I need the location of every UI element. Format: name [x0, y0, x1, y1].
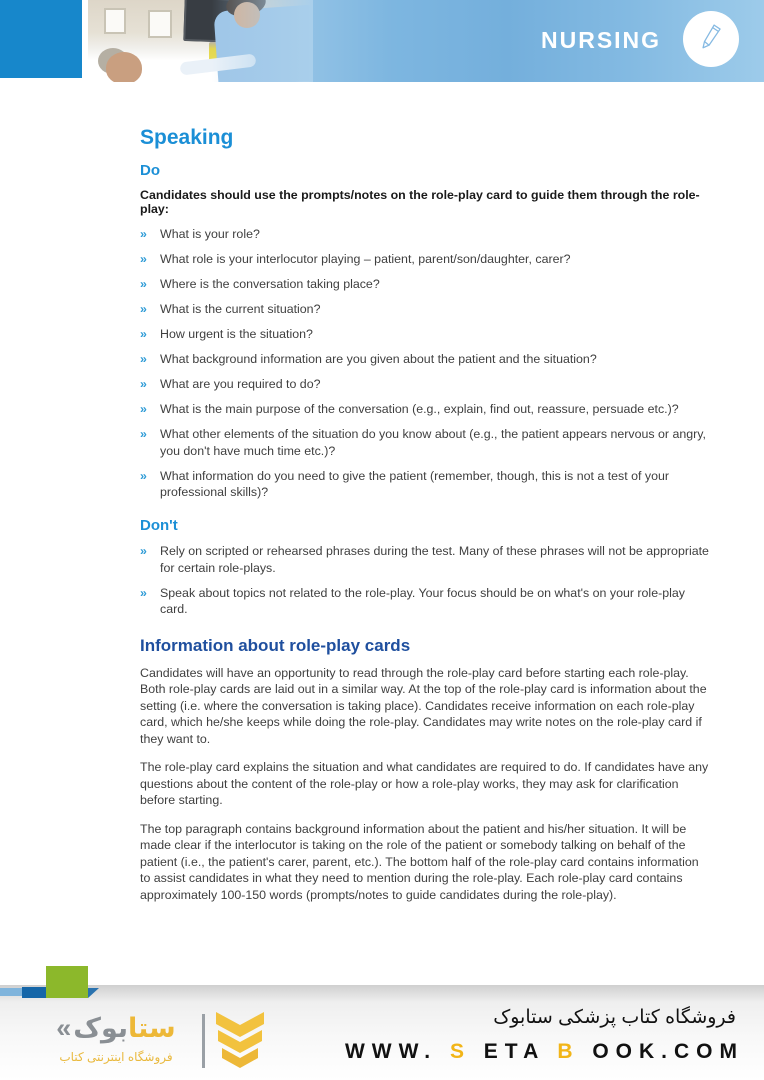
list-item [140, 326, 712, 343]
photo-patient-hair [98, 48, 128, 74]
do-heading: Do [140, 162, 160, 179]
store-name-farsi: فروشگاه کتاب پزشکی ستابوک [493, 1007, 736, 1028]
photo-nurse-scrubs [213, 5, 313, 82]
pencil-icon [694, 20, 728, 59]
bullet-icon: » [140, 327, 147, 341]
do-intro-text: Candidates should use the prompts/notes on the role-play card to guide them through the role-play: [140, 188, 700, 216]
logo-divider [202, 1014, 205, 1068]
bullet-icon: » [140, 544, 147, 558]
list-item-text: Where is the conversation taking place? [160, 277, 380, 291]
list-item [140, 585, 712, 618]
photo-nurse-arm [179, 53, 256, 75]
photo-bed [88, 72, 248, 82]
photo-equipment-pole [209, 42, 221, 70]
list-item-text: What is the current situation? [160, 302, 321, 316]
list-item-text: What are you required to do? [160, 377, 321, 391]
bullet-icon: » [140, 427, 147, 441]
url-segment: ETA [483, 1040, 545, 1063]
list-item [140, 376, 712, 393]
list-item-text: What role is your interlocutor playing – patient, parent/son/daughter, carer? [160, 252, 571, 266]
list-item-text: Rely on scripted or rehearsed phrases during the test. Many of these phrases will not be appropriate for certain role-plays. [160, 544, 709, 575]
list-item-text: What background information are you given about the patient and the situation? [160, 352, 597, 366]
deco-green-square [46, 966, 88, 998]
bullet-icon: » [140, 468, 147, 483]
list-item [140, 351, 712, 368]
nurse-patient-photo [88, 0, 313, 82]
bullet-icon: » [140, 585, 147, 600]
photo-nurse-hair [224, 0, 268, 20]
url-segment: B [557, 1040, 580, 1063]
bullet-icon: » [140, 227, 147, 241]
dont-list [140, 543, 712, 618]
bullet-icon: » [140, 252, 147, 266]
bullet-icon: » [140, 377, 147, 391]
deco-light-blue-strip [0, 988, 22, 996]
body-paragraph: The top paragraph contains background information about the patient and his/her situation. It will be made clear if the interlocutor is taking on the role of the patient or somebody talking on behalf of the patient (i.e., the patient's carer, parent, etc.). The bottom half of the role-play card contains information to assist candidates in what they need to mention during the role-play. Each role-play card contains approximately 100-150 words (prompts/notes to guide candidates during the role-play). [140, 821, 699, 902]
list-item [140, 468, 712, 501]
header-left-accent-block [0, 0, 82, 78]
bullet-icon: » [140, 277, 147, 291]
bullet-icon: » [140, 352, 147, 366]
list-item [140, 426, 712, 459]
deco-dark-blue-strip [22, 987, 46, 998]
photo-wall-frame [148, 10, 172, 38]
photo-monitor [183, 0, 248, 43]
wordmark-yellow-part: ستا [128, 1012, 176, 1043]
setabook-logo [36, 1008, 268, 1076]
list-item-text: What is the main purpose of the conversation (e.g., explain, find out, reassure, persuade etc.)? [160, 402, 679, 416]
page-title: Speaking [140, 126, 234, 149]
list-item [140, 301, 712, 318]
list-item [140, 251, 712, 268]
list-item [140, 543, 712, 576]
list-item [140, 276, 712, 293]
header-title: NURSING [541, 27, 662, 53]
list-item-text: What other elements of the situation do you know about (e.g., the patient appears nervous or angry, you don't have much time etc.)? [160, 427, 706, 458]
list-item [140, 401, 712, 418]
bullet-icon: » [140, 302, 147, 316]
body-paragraph: The role-play card explains the situation and what candidates are required to do. If candidates have any questions about the content of the role-play or how a role-play works, they may ask for clarification before starting. [140, 760, 709, 807]
logo-tagline: فروشگاه اینترنتی کتاب [59, 1050, 173, 1064]
dont-heading: Don't [140, 517, 178, 534]
info-paragraphs [140, 665, 712, 904]
url-segment: S [449, 1040, 471, 1063]
list-item-text: Speak about topics not related to the role-play. Your focus should be on what's on your role-play card. [160, 585, 685, 616]
header-banner [88, 0, 764, 82]
setabook-wordmark [36, 1010, 196, 1046]
main-content [140, 126, 712, 915]
chevron-emblem-icon [214, 1010, 266, 1072]
bullet-icon: » [140, 402, 147, 416]
photo-wall-frame [104, 8, 126, 34]
deco-blue-triangle [88, 988, 99, 998]
list-item-text: How urgent is the situation? [160, 327, 313, 341]
list-item-text: What information do you need to give the patient (remember, though, this is not a test of your professional skills)? [160, 468, 669, 499]
url-segment: WWW. [344, 1040, 438, 1063]
photo-nurse-face [234, 2, 260, 28]
info-heading: Information about role-play cards [140, 635, 411, 655]
wordmark-gray-part: بوک [73, 1012, 129, 1043]
url-segment: OOK.COM [592, 1040, 744, 1063]
list-item [140, 226, 712, 243]
do-list [140, 226, 712, 501]
pencil-badge [683, 11, 739, 67]
list-item-text: What is your role? [160, 227, 260, 241]
setabook-url [345, 1040, 744, 1064]
body-paragraph: Candidates will have an opportunity to read through the role-play card before starting each role-play. Both role-play cards are laid out in a similar way. At the top of the role-play card is information about the setting (i.e. where the conversation is taking place). Candidates receive information on each role-play card, which he/she keeps while doing the role-play. Candidates may write notes on the role-play card if they want to. [140, 665, 707, 746]
guillemet-icon: « [56, 1012, 72, 1043]
photo-patient-head [106, 52, 142, 82]
